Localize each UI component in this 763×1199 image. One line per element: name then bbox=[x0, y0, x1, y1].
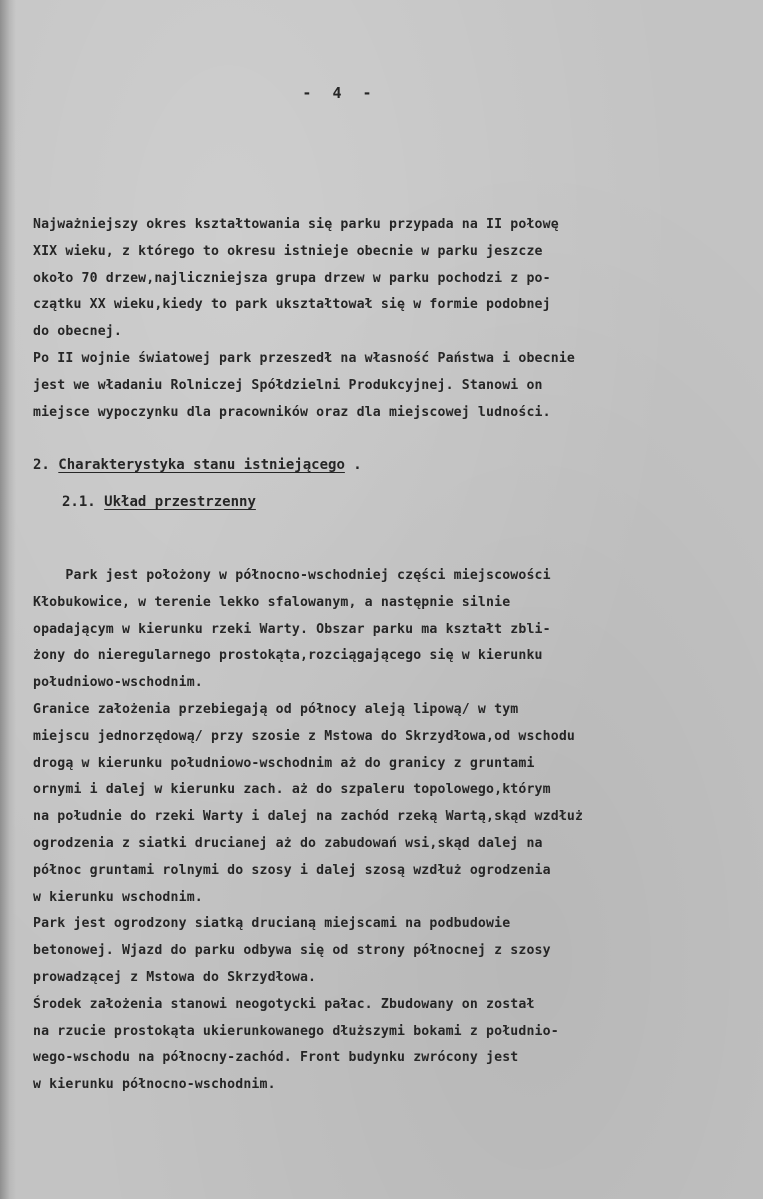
text-line: miejscu jednorzędową/ przy szosie z Mstowa do Skrzydłowa,od wschodu bbox=[33, 728, 575, 744]
text-line: Park jest położony w północno-wschodniej części miejscowości bbox=[33, 568, 551, 583]
text-line: na rzucie prostokąta ukierunkowanego dłuższymi bokami z południo- bbox=[33, 1023, 559, 1039]
text-line: czątku XX wieku,kiedy to park ukształtował się w formie podobnej bbox=[33, 297, 551, 313]
text-line: ornymi i dalej w kierunku zach. aż do szpaleru topolowego,którym bbox=[33, 782, 551, 798]
text-line: Granice założenia przebiegają od północy aleją lipową/ w tym bbox=[33, 701, 519, 717]
text-line: w kierunku wschodnim. bbox=[33, 889, 203, 905]
text-line: około 70 drzew,najliczniejsza grupa drzew w parku pochodzi z po- bbox=[33, 270, 551, 286]
text-line: jest we władaniu Rolniczej Spółdzielni Produkcyjnej. Stanowi on bbox=[33, 377, 543, 393]
text-line: ogrodzenia z siatki drucianej aż do zabudowań wsi,skąd dalej na bbox=[33, 835, 543, 851]
section-title: Charakterystyka stanu istniejącego bbox=[58, 457, 345, 473]
subsection-heading bbox=[62, 494, 256, 510]
text-line: Kłobukowice, w terenie lekko sfalowanym, a następnie silnie bbox=[33, 594, 511, 610]
text-line: prowadzącej z Mstowa do Skrzydłowa. bbox=[33, 969, 317, 985]
text-line: w kierunku północno-wschodnim. bbox=[33, 1077, 276, 1093]
text-line: północ gruntami rolnymi do szosy i dalej szosą wzdłuż ogrodzenia bbox=[33, 862, 551, 878]
paragraph-history bbox=[33, 212, 753, 426]
text-line: do obecnej. bbox=[33, 324, 122, 340]
page-edge-shadow bbox=[0, 0, 16, 1199]
text-line: Po II wojnie światowej park przeszedł na własność Państwa i obecnie bbox=[33, 350, 575, 366]
text-line: betonowej. Wjazd do parku odbywa się od strony północnej z szosy bbox=[33, 943, 551, 959]
text-line: żony do nieregularnego prostokąta,rozciągającego się w kierunku bbox=[33, 648, 543, 664]
text-line: Środek założenia stanowi neogotycki pałac. Zbudowany on został bbox=[33, 996, 535, 1012]
section-title-trailing: . bbox=[344, 457, 362, 473]
text-line: na południe do rzeki Warty i dalej na zachód rzeką Wartą,skąd wzdłuż bbox=[33, 809, 584, 825]
page-number: - 4 - bbox=[302, 84, 378, 102]
text-line: miejsce wypoczynku dla pracowników oraz dla miejscowej ludności. bbox=[33, 404, 551, 420]
text-line: XIX wieku, z którego to okresu istnieje obecnie w parku jeszcze bbox=[33, 243, 543, 259]
text-line: wego-wschodu na północny-zachód. Front budynku zwrócony jest bbox=[33, 1050, 519, 1066]
text-line: drogą w kierunku południowo-wschodnim aż do granicy z gruntami bbox=[33, 755, 535, 771]
section-heading bbox=[33, 457, 362, 473]
subsection-number: 2.1. bbox=[62, 494, 96, 510]
text-line: Najważniejszy okres kształtowania się parku przypada na II połowę bbox=[33, 217, 559, 232]
text-line: Park jest ogrodzony siatką drucianą miejscami na podbudowie bbox=[33, 916, 511, 932]
subsection-title: Układ przestrzenny bbox=[104, 494, 256, 510]
text-line: południowo-wschodnim. bbox=[33, 675, 203, 691]
section-number: 2. bbox=[33, 457, 50, 473]
paragraph-layout-description bbox=[33, 563, 753, 1099]
text-line: opadającym w kierunku rzeki Warty. Obszar parku ma kształt zbli- bbox=[33, 621, 551, 637]
